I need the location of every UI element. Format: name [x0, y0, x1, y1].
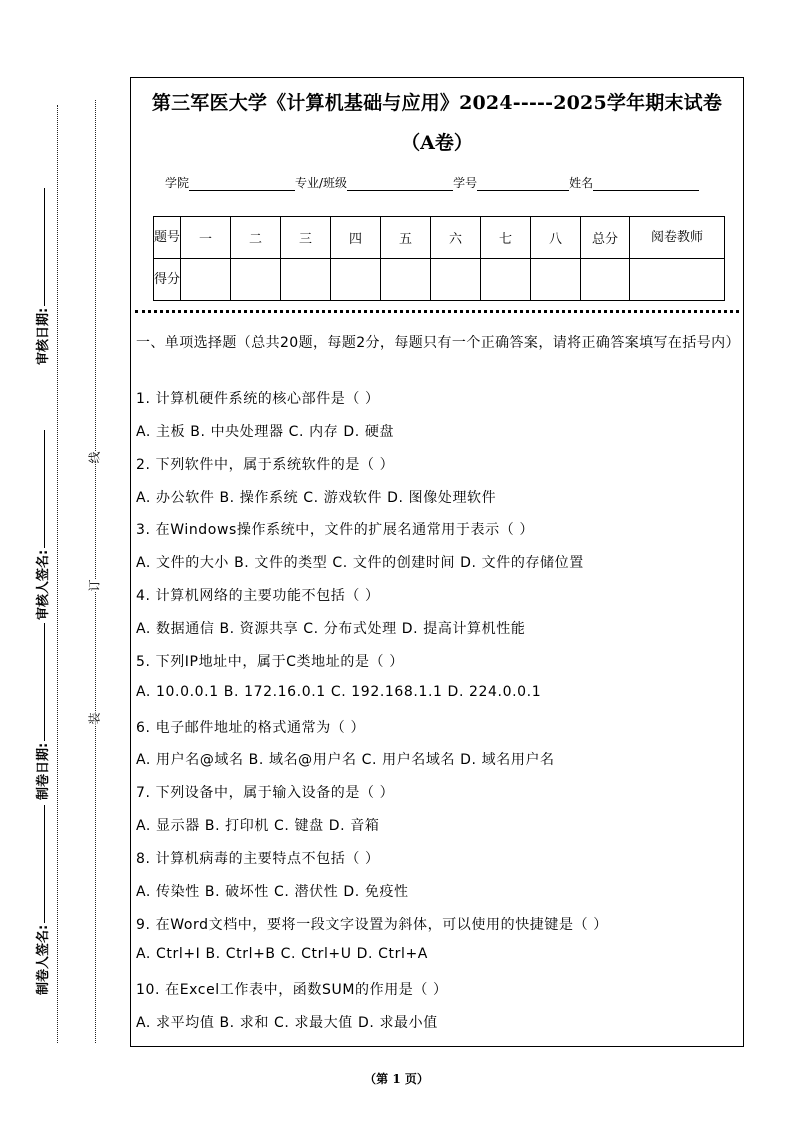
college-label: 学院 — [165, 176, 190, 190]
score-cell[interactable] — [181, 259, 231, 301]
question-10: 10. 在Excel工作表中，函数SUM的作用是（ ） — [136, 982, 448, 998]
col-header-total: 总分 — [581, 217, 630, 259]
question-7: 7. 下列设备中，属于输入设备的是（ ） — [136, 785, 395, 801]
score-cell[interactable] — [431, 259, 481, 301]
college-field[interactable] — [189, 177, 295, 191]
exam-subtitle: （A卷） — [401, 132, 473, 154]
major-label: 专业/班级 — [295, 176, 348, 190]
col-header: 六 — [431, 217, 481, 259]
score-cell[interactable] — [281, 259, 331, 301]
score-cell[interactable] — [531, 259, 581, 301]
page-number: （第 1 页） — [364, 1072, 429, 1086]
col-header: 五 — [381, 217, 431, 259]
reviewer-sign-blank[interactable] — [43, 430, 45, 548]
question-2-options: A. 办公软件 B. 操作系统 C. 游戏软件 D. 图像处理软件 — [136, 490, 497, 506]
score-cell[interactable] — [231, 259, 281, 301]
review-date-label: 审核日期: — [32, 188, 51, 365]
question-9: 9. 在Word文档中，要将一段文字设置为斜体，可以使用的快捷键是（ ） — [136, 917, 608, 933]
question-4-options: A. 数据通信 B. 资源共享 C. 分布式处理 D. 提高计算机性能 — [136, 621, 526, 637]
binding-char-ding: 订 — [84, 579, 105, 591]
question-8-options: A. 传染性 B. 破坏性 C. 潜伏性 D. 免疫性 — [136, 884, 409, 900]
binding-dotted-line-inner — [95, 100, 96, 1043]
score-cell[interactable] — [331, 259, 381, 301]
question-5-options: A. 10.0.0.1 B. 172.16.0.1 C. 192.168.1.1 D. 224.0.0.1 — [136, 684, 542, 700]
name-field[interactable] — [593, 177, 699, 191]
question-6-options: A. 用户名@域名 B. 域名@用户名 C. 用户名域名 D. 域名用户名 — [136, 752, 555, 768]
col-header: 二 — [231, 217, 281, 259]
question-4: 4. 计算机网络的主要功能不包括（ ） — [136, 588, 380, 604]
student-id-label: 学号 — [453, 176, 478, 190]
question-9-options: A. Ctrl+I B. Ctrl+B C. Ctrl+U D. Ctrl+A — [136, 946, 428, 962]
score-cell-total[interactable] — [581, 259, 630, 301]
question-5: 5. 下列IP地址中，属于C类地址的是（ ） — [136, 654, 404, 670]
question-3: 3. 在Windows操作系统中，文件的扩展名通常用于表示（ ） — [136, 522, 534, 538]
review-date-blank[interactable] — [43, 188, 45, 306]
dotted-separator — [135, 310, 739, 313]
exam-title: 第三军医大学《计算机基础与应用》2024-----2025学年期末试卷 — [151, 92, 723, 114]
score-cell[interactable] — [481, 259, 531, 301]
score-table-header-row — [154, 217, 725, 259]
row-label-defen: 得分 — [154, 259, 181, 301]
col-header: 一 — [181, 217, 231, 259]
compile-date-label: 制卷日期: — [32, 623, 51, 800]
col-header: 三 — [281, 217, 331, 259]
section-heading: 一、单项选择题（总共20题，每题2分，每题只有一个正确答案，请将正确答案填写在括号内） — [136, 335, 740, 351]
question-3-options: A. 文件的大小 B. 文件的类型 C. 文件的创建时间 D. 文件的存储位置 — [136, 555, 584, 571]
compiler-sign-label: 制卷人签名: — [32, 805, 51, 995]
col-header: 八 — [531, 217, 581, 259]
question-7-options: A. 显示器 B. 打印机 C. 键盘 D. 音箱 — [136, 818, 380, 834]
col-header: 四 — [331, 217, 381, 259]
binding-char-xian: 线 — [84, 451, 105, 463]
exam-frame — [130, 77, 744, 1047]
compile-date-blank[interactable] — [43, 623, 45, 741]
score-cell[interactable] — [381, 259, 431, 301]
score-table — [153, 216, 725, 301]
name-label: 姓名 — [569, 176, 594, 190]
student-info-row — [165, 174, 699, 191]
question-6: 6. 电子邮件地址的格式通常为（ ） — [136, 720, 366, 736]
question-2: 2. 下列软件中，属于系统软件的是（ ） — [136, 457, 395, 473]
question-10-options: A. 求平均值 B. 求和 C. 求最大值 D. 求最小值 — [136, 1015, 438, 1031]
binding-dotted-line-outer — [57, 105, 58, 1043]
question-1-options: A. 主板 B. 中央处理器 C. 内存 D. 硬盘 — [136, 424, 395, 440]
compiler-sign-blank[interactable] — [43, 805, 45, 923]
question-1: 1. 计算机硬件系统的核心部件是（ ） — [136, 391, 380, 407]
binding-char-zhuang: 装 — [84, 712, 105, 724]
row-label-tihao: 题号 — [154, 217, 181, 259]
col-header-grader: 阅卷教师 — [630, 217, 725, 259]
score-table-score-row — [154, 259, 725, 301]
student-id-field[interactable] — [477, 177, 569, 191]
score-cell-grader[interactable] — [630, 259, 725, 301]
reviewer-sign-label: 审核人签名: — [32, 430, 51, 620]
col-header: 七 — [481, 217, 531, 259]
major-field[interactable] — [347, 177, 453, 191]
question-8: 8. 计算机病毒的主要特点不包括（ ） — [136, 851, 380, 867]
